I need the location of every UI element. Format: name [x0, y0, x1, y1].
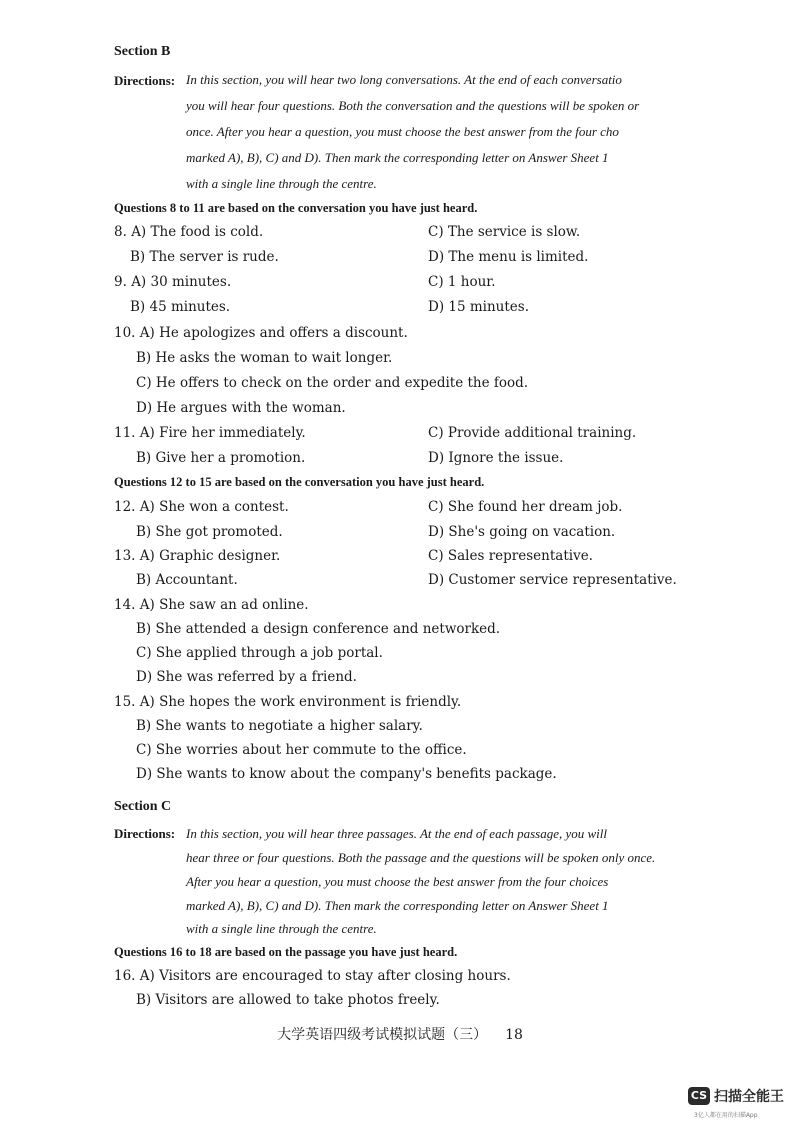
- option-c: C) He offers to check on the order and expedite the food.: [136, 375, 529, 391]
- page-footer: [0, 1024, 800, 1044]
- option-a: A) The food is cold.: [131, 224, 264, 240]
- option-b: B) Accountant.: [136, 572, 238, 588]
- question-number: 15.: [114, 694, 136, 710]
- question-9: [114, 274, 231, 290]
- option-c: C) 1 hour.: [428, 274, 496, 290]
- question-number: 9.: [114, 274, 127, 290]
- section-c-heading: Section C: [114, 799, 172, 814]
- question-group-intro: Questions 12 to 15 are based on the conversation you have just heard.: [114, 475, 485, 489]
- option-d: D) She wants to know about the company's benefits package.: [136, 766, 557, 782]
- section-c-directions-line: marked A), B), C) and D). Then mark the corresponding letter on Answer Sheet 1: [186, 898, 609, 913]
- option-b: B) He asks the woman to wait longer.: [136, 350, 393, 366]
- section-b-directions-line: once. After you hear a question, you must choose the best answer from the four cho: [186, 124, 619, 139]
- option-b: B) Give her a promotion.: [136, 450, 306, 466]
- section-c-directions-line: hear three or four questions. Both the passage and the questions will be spoken only once.: [186, 850, 656, 865]
- question-number: 10.: [114, 325, 136, 341]
- option-c: C) Provide additional training.: [428, 425, 637, 441]
- scanner-watermark: [688, 1085, 792, 1125]
- option-a: A) She saw an ad online.: [139, 597, 309, 613]
- option-a: A) Fire her immediately.: [139, 425, 306, 441]
- question-15: [114, 694, 461, 710]
- section-b-directions-line: you will hear four questions. Both the conversation and the questions will be spoken or: [186, 98, 640, 113]
- option-c: C) Sales representative.: [428, 548, 593, 564]
- option-a: A) She won a contest.: [139, 499, 289, 515]
- question-number: 13.: [114, 548, 136, 564]
- section-c-directions-label: Directions:: [114, 826, 176, 841]
- section-c-directions-line: with a single line through the centre.: [186, 921, 377, 936]
- watermark-name: 扫描全能王: [714, 1089, 784, 1105]
- question-number: 11.: [114, 425, 136, 441]
- section-c-directions-line: In this section, you will hear three passages. At the end of each passage, you will: [186, 826, 608, 841]
- question-11: [114, 425, 306, 441]
- option-a: A) He apologizes and offers a discount.: [139, 325, 408, 341]
- option-d: D) He argues with the woman.: [136, 400, 346, 416]
- option-c: C) She applied through a job portal.: [136, 645, 383, 661]
- question-14: [114, 597, 309, 613]
- option-d: D) The menu is limited.: [428, 249, 589, 265]
- option-a: A) 30 minutes.: [131, 274, 232, 290]
- exam-title: 大学英语四级考试模拟试题（三）: [277, 1027, 488, 1043]
- option-d: D) 15 minutes.: [428, 299, 529, 315]
- question-8: [114, 224, 263, 240]
- option-a: A) Graphic designer.: [139, 548, 281, 564]
- option-d: D) She's going on vacation.: [428, 524, 616, 540]
- question-number: 8.: [114, 224, 127, 240]
- question-number: 16.: [114, 968, 136, 984]
- question-number: 12.: [114, 499, 136, 515]
- question-16: [114, 968, 511, 984]
- question-number: 14.: [114, 597, 136, 613]
- option-b: B) The server is rude.: [130, 249, 279, 265]
- option-c: C) She found her dream job.: [428, 499, 623, 515]
- option-d: D) Ignore the issue.: [428, 450, 564, 466]
- option-d: D) She was referred by a friend.: [136, 669, 357, 685]
- option-b: B) 45 minutes.: [130, 299, 231, 315]
- question-13: [114, 548, 280, 564]
- option-b: B) She attended a design conference and networked.: [136, 621, 501, 637]
- watermark-tagline: 3亿人都在用的扫描App: [694, 1112, 758, 1119]
- option-c: C) She worries about her commute to the office.: [136, 742, 467, 758]
- option-b: B) Visitors are allowed to take photos freely.: [136, 992, 440, 1008]
- section-b-directions-line: with a single line through the centre.: [186, 176, 377, 191]
- section-b-directions-label: Directions:: [114, 73, 176, 88]
- option-b: B) She got promoted.: [136, 524, 283, 540]
- option-a: A) She hopes the work environment is friendly.: [139, 694, 462, 710]
- option-b: B) She wants to negotiate a higher salary.: [136, 718, 423, 734]
- question-group-intro: Questions 16 to 18 are based on the passage you have just heard.: [114, 945, 458, 959]
- page-number: 18: [505, 1027, 523, 1043]
- section-b-directions-line: marked A), B), C) and D). Then mark the corresponding letter on Answer Sheet 1: [186, 150, 609, 165]
- question-12: [114, 499, 289, 515]
- option-a: A) Visitors are encouraged to stay after closing hours.: [139, 968, 511, 984]
- section-b-directions-line: In this section, you will hear two long conversations. At the end of each conversatio: [186, 72, 622, 87]
- question-10: [114, 325, 408, 341]
- option-c: C) The service is slow.: [428, 224, 581, 240]
- section-b-heading: Section B: [114, 44, 171, 59]
- question-group-intro: Questions 8 to 11 are based on the conversation you have just heard.: [114, 201, 478, 215]
- option-d: D) Customer service representative.: [428, 572, 677, 588]
- section-c-directions-line: After you hear a question, you must choose the best answer from the four choices: [186, 874, 609, 889]
- camscanner-logo-icon: CS: [688, 1087, 710, 1105]
